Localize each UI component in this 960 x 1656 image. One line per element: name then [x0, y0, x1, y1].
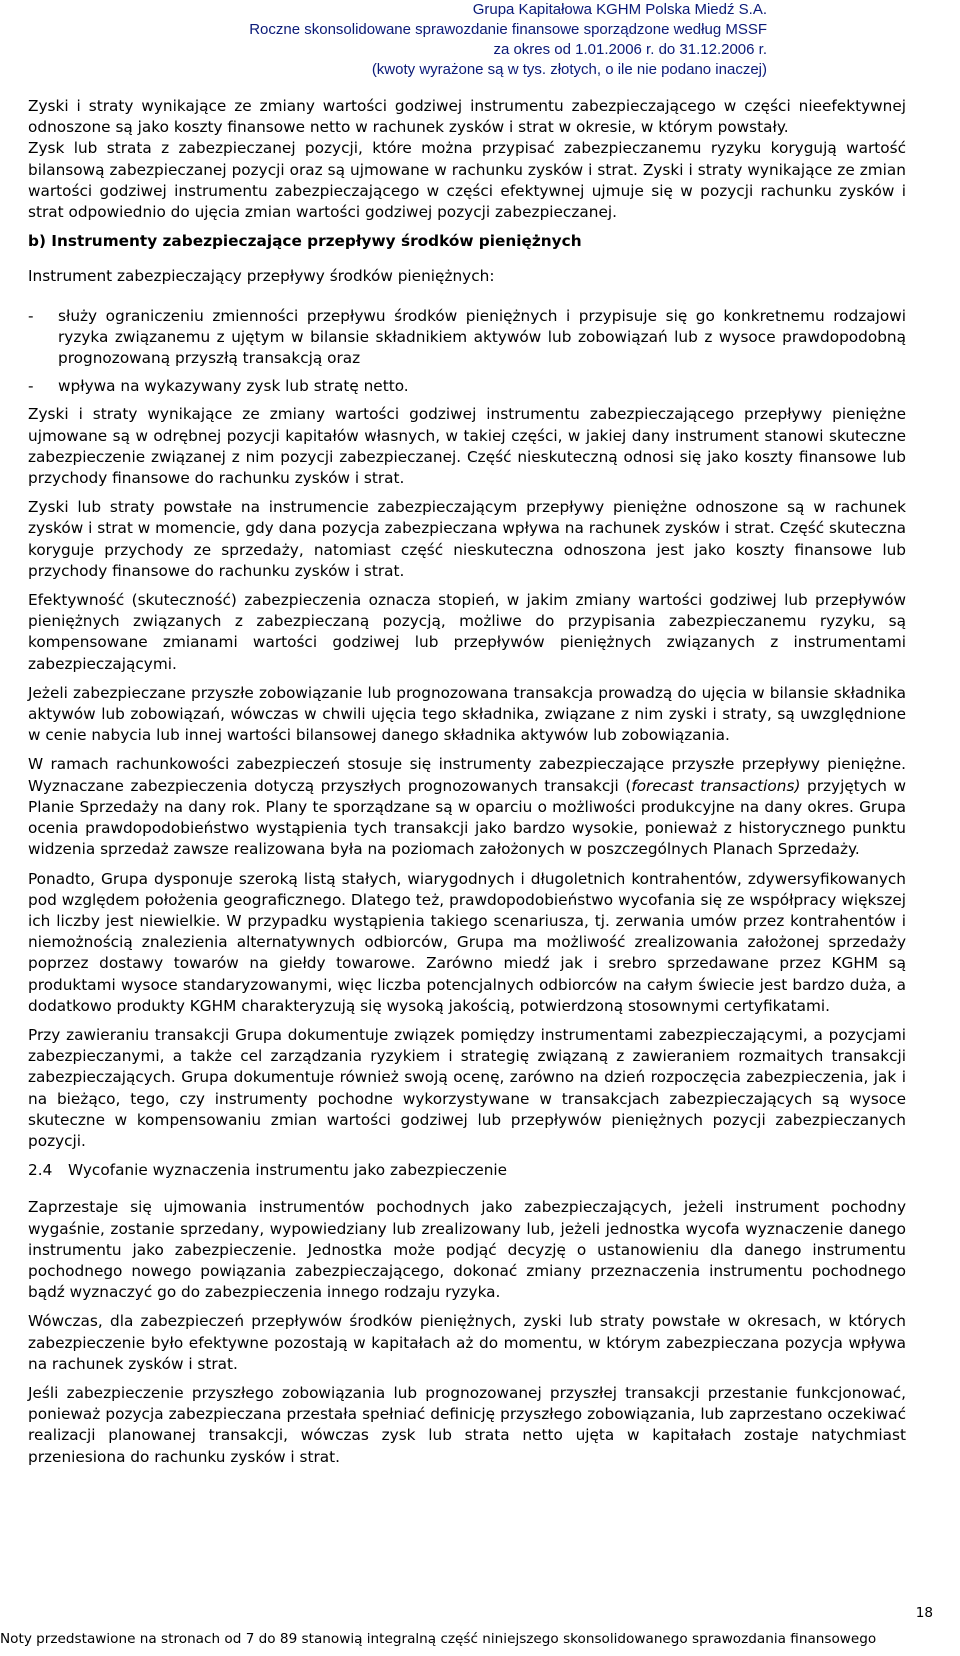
paragraph: Zyski i straty wynikające ze zmiany wartości godziwej instrumentu zabezpieczającego przepływy pieniężne ujmowane są w odrębnej pozycji kapitałów własnych, w takiej części, w jakiej dany instrument stanowi skuteczne zabezpieczenie związanej z nim pozycji zabezpieczanej. Część nieskuteczną odnosi się jako koszty finansowe lub przychody finansowe do rachunku zysków i strat.	[28, 405, 906, 488]
paragraph: Ponadto, Grupa dysponuje szeroką listą stałych, wiarygodnych i długoletnich kontrahentów, zdywersyfikowanych pod względem położenia geograficznego. Dlatego też, prawdopodobieństwo wycofania się ze współpracy większej ich liczby jest niewielkie. W przypadku wystąpienia takiego scenariusza, tj. zerwania umów przez kontrahentów i niemożnością znalezienia alternatywnych odbiorców, Grupa ma możliwość zrealizowania założonej sprzedaży poprzez dostawy towarów na giełdy towarowe. Zarówno miedź jak i srebro sprzedawane przez KGHM są produktami wysoce standaryzowanymi, więc liczba potencjalnych odbiorców na całym świecie jest bardzo duża, a dodatkowo produkty KGHM charakteryzują się wysoką jakością, potwierdzoną stosownymi certyfikatami.	[28, 869, 906, 1015]
page-header	[0, 0, 960, 80]
dash-bullet: -	[28, 377, 34, 396]
document-body	[28, 96, 906, 1476]
subsection-heading: b) Instrumenty zabezpieczające przepływy środków pieniężnych	[28, 232, 582, 251]
list-intro: Instrument zabezpieczający przepływy środków pieniężnych:	[28, 267, 495, 286]
paragraph: Jeśli zabezpieczenie przyszłego zobowiązania lub prognozowanej przyszłej transakcji przestanie funkcjonować, ponieważ pozycja zabezpieczana przestała spełniać definicję przyszłego zobowiązania, lub zaprzestano oczekiwać realizacji planowanej transakcji, wówczas zysk lub strata netto ujęta w kapitałach zostaje natychmiast przeniesiona do rachunku zysków i strat.	[28, 1383, 906, 1466]
page-number: 18	[915, 1605, 933, 1621]
dash-bullet: -	[28, 306, 34, 325]
section-number: 2.4	[28, 1161, 53, 1180]
footer-note: Noty przedstawione na stronach od 7 do 89 stanowią integralną część niniejszego skonsolidowanego sprawozdania finansowego	[0, 1631, 877, 1647]
paragraph: Zysk lub strata z zabezpieczanej pozycji, które można przypisać zabezpieczanemu ryzyku korygują wartość bilansową zabezpieczanej pozycji oraz są ujmowane w rachunku zysków i strat. Zyski i straty wynikające ze zmian wartości godziwej instrumentu zabezpieczającego w części efektywnej ujmuje się w pozycji rachunku zysków i strat odpowiednio do ujęcia zmian wartości godziwej pozycji zabezpieczanej.	[28, 139, 906, 222]
list-item-text: służy ograniczeniu zmienności przepływu środków pieniężnych i przypisuje się go konkretnemu rodzajowi ryzyka związanemu z ujętym w bilansie składnikiem aktywów lub zobowiązań lub z wysoce prawdopodobną prognozowaną przyszłą transakcją oraz	[58, 306, 906, 368]
header-units-note: (kwoty wyrażone są w tys. złotych, o ile nie podano inaczej)	[371, 61, 767, 78]
section-title: Wycofanie wyznaczenia instrumentu jako zabezpieczenie	[68, 1161, 508, 1180]
paragraph-text: W ramach rachunkowości zabezpieczeń stosuje się instrumenty zabezpieczające przyszłe przepływy pieniężne. Wyznaczane zabezpieczenia dotyczą przyszłych prognozowanych transakcji (	[28, 755, 906, 795]
header-report-title: Roczne skonsolidowane sprawozdanie finansowe sporządzone według MSSF	[249, 21, 767, 38]
paragraph: Zyski i straty wynikające ze zmiany wartości godziwej instrumentu zabezpieczającego w części nieefektywnej odnoszone są jako koszty finansowe netto w rachunek zysków i strat w okresie, w którym powstały.	[28, 97, 906, 137]
list-item-text: wpływa na wykazywany zysk lub stratę netto.	[58, 377, 409, 396]
header-company: Grupa Kapitałowa KGHM Polska Miedź S.A.	[472, 1, 767, 18]
paragraph: Przy zawieraniu transakcji Grupa dokumentuje związek pomiędzy instrumentami zabezpieczającymi, a pozycjami zabezpieczanymi, a także cel zarządzania ryzykiem i strategię związaną z zawieraniem rozmaitych transakcji zabezpieczających. Grupa dokumentuje również swoją ocenę, zarówno na dzień rozpoczęcia zabezpieczenia, jak i na bieżąco, tego, czy instrumenty pochodne wykorzystywane w transakcjach zabezpieczających są wysoce skuteczne w kompensowaniu zmian wartości godziwej lub przepływów pieniężnych pozycji zabezpieczanych pozycji.	[28, 1025, 906, 1150]
emphasis-text: forecast transactions)	[631, 776, 801, 795]
paragraph: Jeżeli zabezpieczane przyszłe zobowiązanie lub prognozowana transakcja prowadzą do ujęcia w bilansie składnika aktywów lub zobowiązań, wówczas w chwili ujęcia tego składnika, związane z nim zyski i straty, są uwzględnione w cenie nabycia lub innej wartości bilansowej danego składnika aktywów lub zobowiązania.	[28, 683, 906, 745]
paragraph-text: przyjętych w Planie Sprzedaży na dany rok. Plany te sporządzane są w oparciu o możliwości produkcyjne na dany okres. Grupa ocenia prawdopodobieństwo wystąpienia tych transakcji jako bardzo wysokie, ponieważ z historycznego punktu widzenia sprzedaż zawsze realizowana była na poziomach założonych w poszczególnych Planach Sprzedaży.	[28, 776, 906, 859]
paragraph: Efektywność (skuteczność) zabezpieczenia oznacza stopień, w jakim zmiany wartości godziwej lub przepływów pieniężnych związanych z zabezpieczaną pozycją, możliwe do przypisania zabezpieczanemu ryzyku, są kompensowane zmianami wartości godziwej lub przepływów pieniężnych związanych z instrumentami zabezpieczającymi.	[28, 591, 906, 673]
list-item	[28, 306, 906, 370]
paragraph: Wówczas, dla zabezpieczeń przepływów środków pieniężnych, zyski lub straty powstałe w okresach, w których zabezpieczenie było efektywne pozostają w kapitałach aż do momentu, w którym zabezpieczana pozycja wpływa na rachunek zysków i strat.	[28, 1312, 906, 1373]
paragraph	[28, 754, 906, 860]
list-item	[28, 376, 906, 397]
paragraph: Zyski lub straty powstałe na instrumencie zabezpieczającym przepływy pieniężne odnoszone są w rachunek zysków i strat w momencie, gdy dana pozycja zabezpieczana wpływa na rachunek zysków i strat. Część skuteczna koryguje przychody ze sprzedaży, natomiast część nieskuteczna odnoszona jest jako koszty finansowe lub przychody finansowe do rachunku zysków i strat.	[28, 498, 906, 580]
paragraph: Zaprzestaje się ujmowania instrumentów pochodnych jako zabezpieczających, jeżeli instrument pochodny wygaśnie, zostanie sprzedany, wypowiedziany lub zrealizowany lub, jeżeli jednostka wycofa wyznaczenie danego instrumentu jako zabezpieczenie. Jednostka może podjąć decyzję o ustanowieniu dla danego instrumentu pochodnego nowego powiązania zabezpieczającego, dokonać zmiany przeznaczenia instrumentu pochodnego bądź wyznaczyć go do zabezpieczenia innego rodzaju ryzyka.	[28, 1198, 906, 1302]
header-period: za okres od 1.01.2006 r. do 31.12.2006 r.	[493, 41, 767, 58]
section-heading	[28, 1160, 906, 1181]
